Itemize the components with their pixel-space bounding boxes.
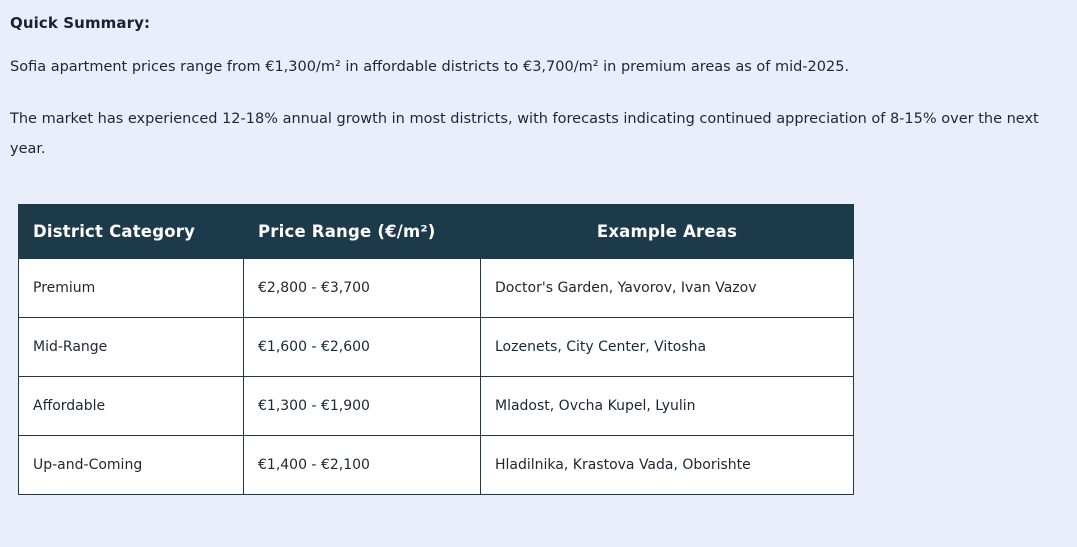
- table-row: [19, 259, 854, 318]
- cell-district-category: Mid-Range: [19, 318, 244, 377]
- table-row: [19, 318, 854, 377]
- cell-district-category: Up-and-Coming: [19, 436, 244, 495]
- table-header: [19, 205, 854, 259]
- cell-price-range: €2,800 - €3,700: [244, 259, 481, 318]
- column-header-price-range: Price Range (€/m²): [244, 205, 481, 259]
- cell-district-category: Affordable: [19, 377, 244, 436]
- cell-price-range: €1,400 - €2,100: [244, 436, 481, 495]
- summary-paragraph-market-growth: The market has experienced 12-18% annual growth in most districts, with forecasts indicating continued appreciation of 8-15% over the next year.: [10, 111, 1039, 157]
- table-header-row: [19, 205, 854, 259]
- cell-example-areas: Doctor's Garden, Yavorov, Ivan Vazov: [481, 259, 854, 318]
- summary-paragraph-price-range: Sofia apartment prices range from €1,300/m² in affordable districts to €3,700/m² in premium areas as of mid-2025.: [10, 59, 850, 75]
- table-body: [19, 259, 854, 495]
- column-header-district-category: District Category: [19, 205, 244, 259]
- table-row: [19, 436, 854, 495]
- column-header-example-areas: Example Areas: [481, 205, 854, 259]
- price-range-table: [18, 204, 854, 495]
- cell-price-range: €1,600 - €2,600: [244, 318, 481, 377]
- page-title: Quick Summary:: [10, 14, 151, 32]
- table-row: [19, 377, 854, 436]
- cell-example-areas: Mladost, Ovcha Kupel, Lyulin: [481, 377, 854, 436]
- cell-district-category: Premium: [19, 259, 244, 318]
- cell-example-areas: Hladilnika, Krastova Vada, Oborishte: [481, 436, 854, 495]
- cell-price-range: €1,300 - €1,900: [244, 377, 481, 436]
- cell-example-areas: Lozenets, City Center, Vitosha: [481, 318, 854, 377]
